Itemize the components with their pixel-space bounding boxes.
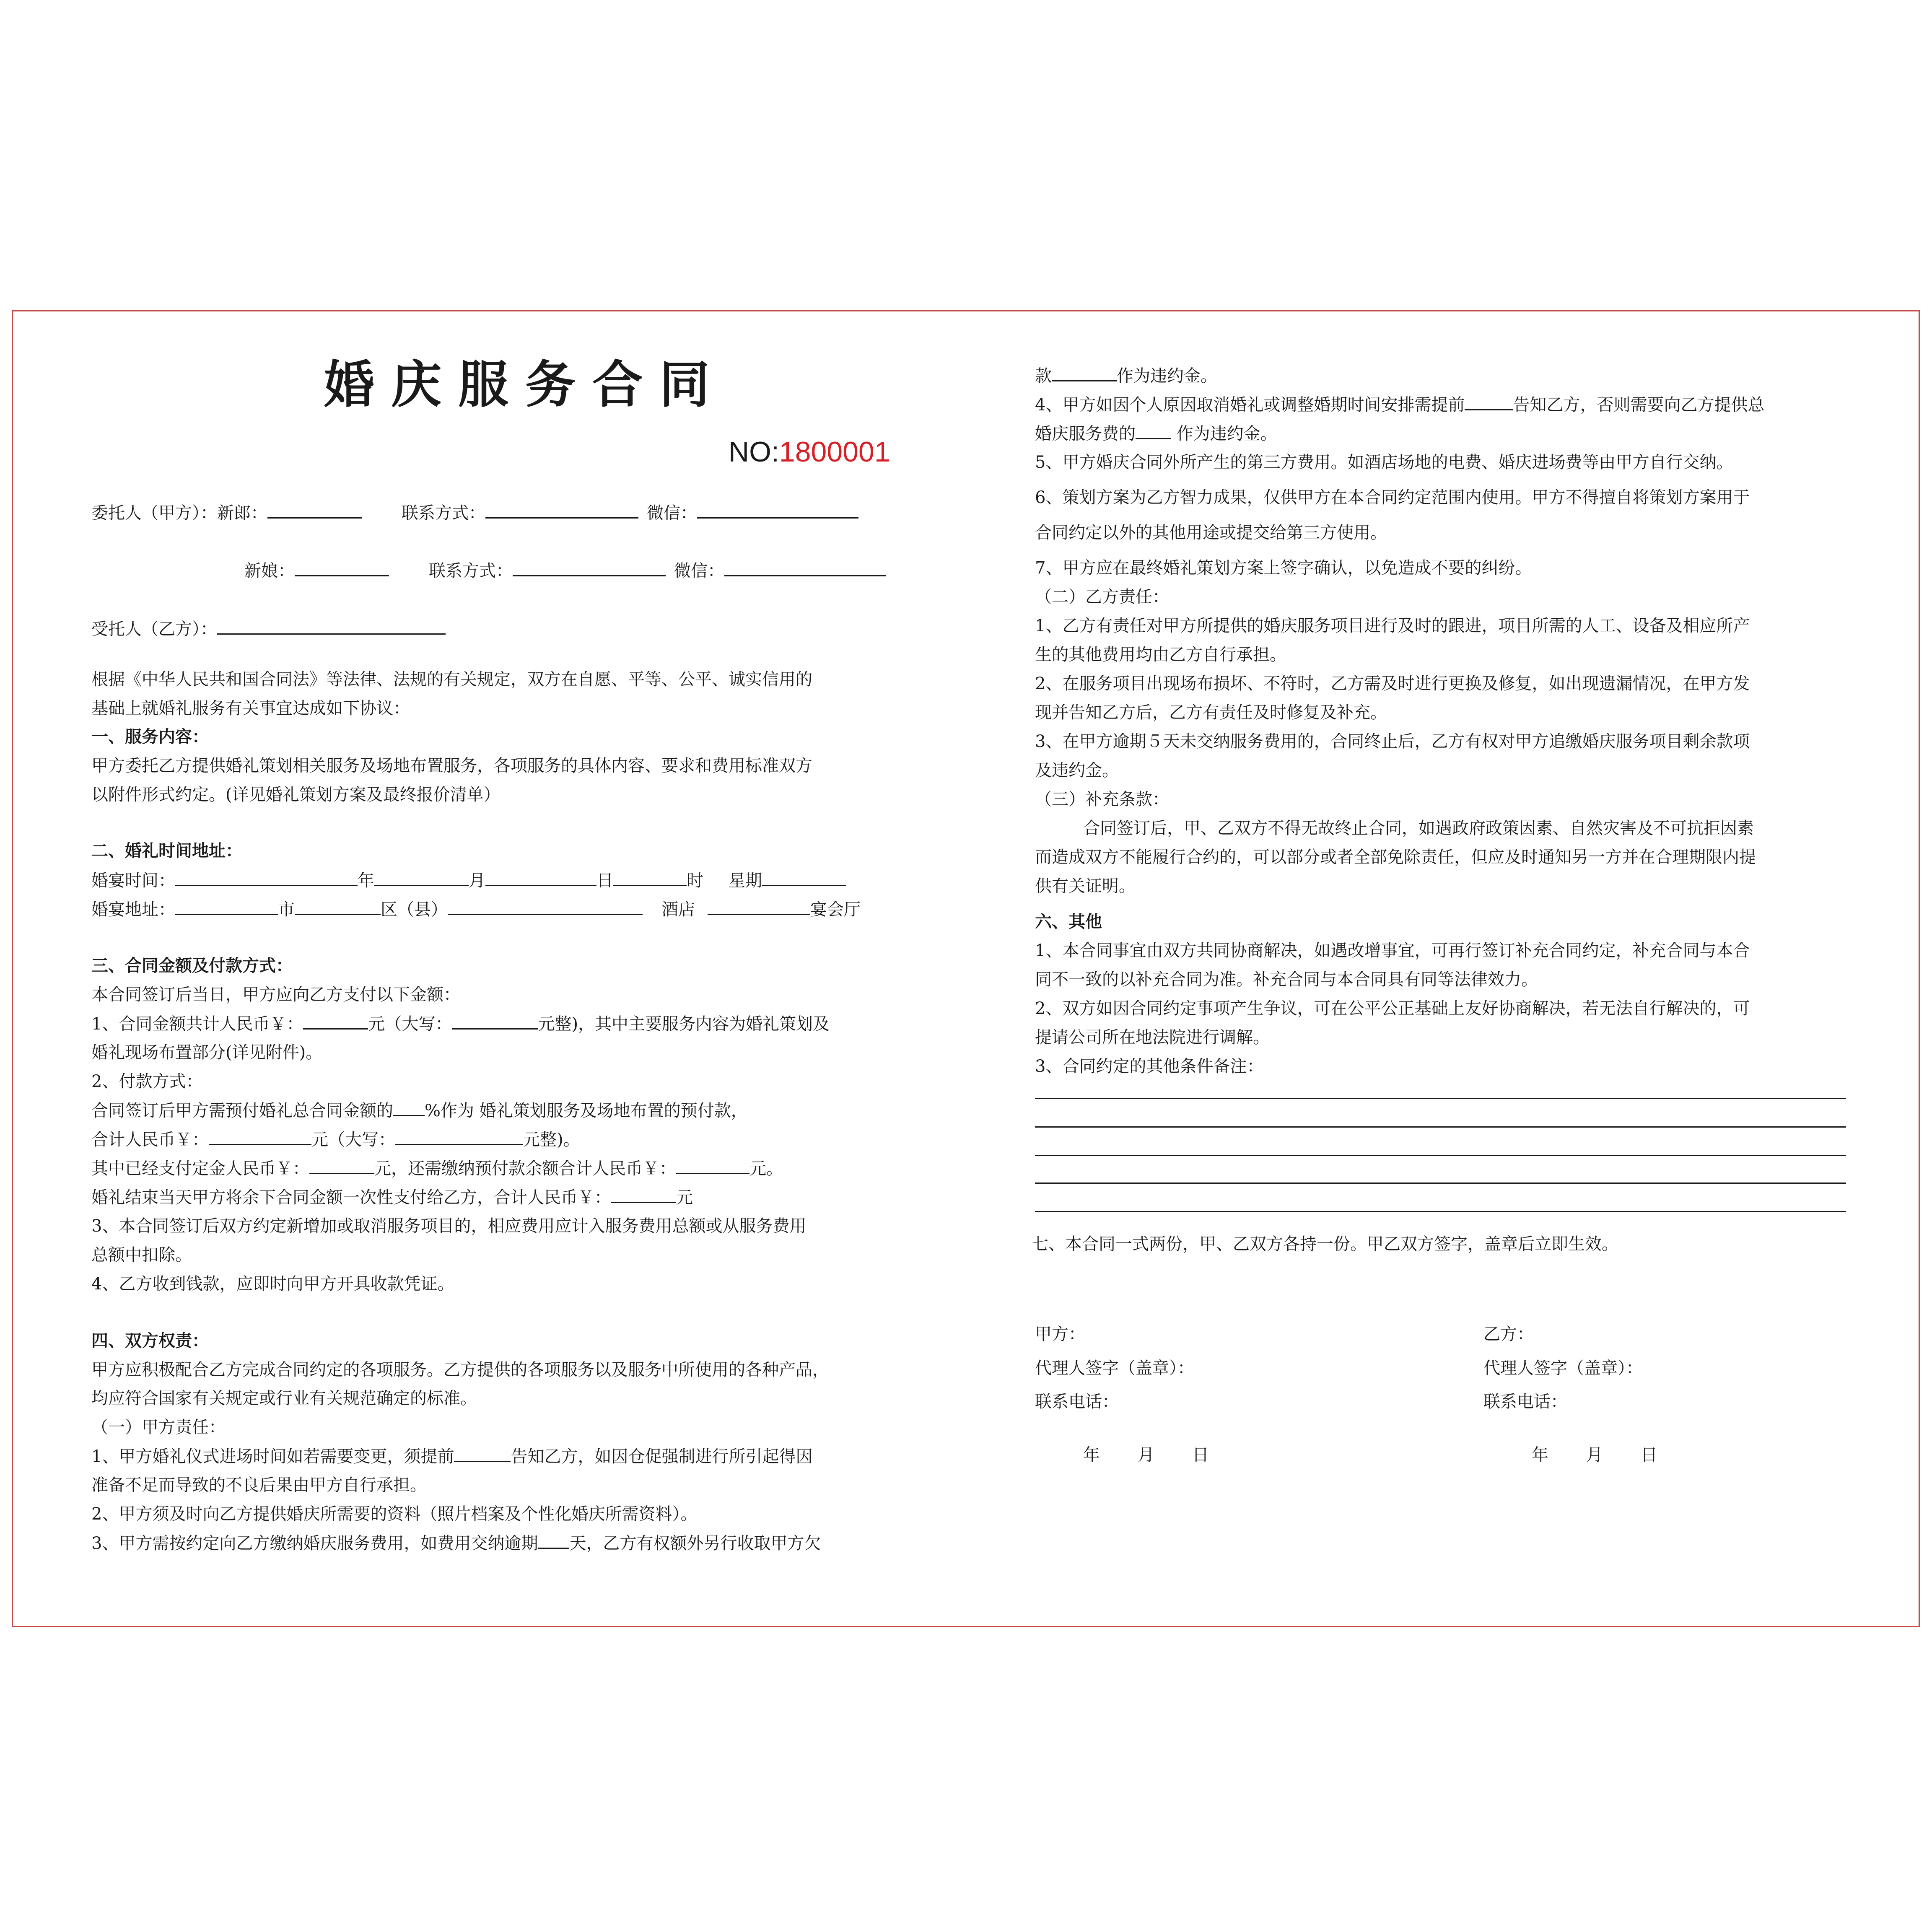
final-payment-label: 婚礼结束当天甲方将余下合同金额一次性支付给乙方，合计人民币￥： [91, 1188, 611, 1207]
section-7-text: 七、本合同一式两份，甲、乙双方各持一份。甲乙双方签字，盖章后立即生效。 [1032, 1234, 1618, 1254]
contract-number-label: NO: [729, 436, 779, 468]
right-line-6: 合同约定以外的其他用途或提交给第三方使用。 [1035, 523, 1387, 542]
cancel-fee-label: 婚庆服务费的 [1035, 424, 1136, 443]
section-4-line-b: 均应符合国家有关规定或行业有关规范确定的标准。 [91, 1389, 477, 1408]
document-title: 婚庆服务合同 [324, 355, 726, 414]
client-groom-label: 委托人（甲方）：新郎： [91, 503, 267, 523]
overdue-days-suffix: 天，乙方有权额外另行收取甲方欠 [569, 1534, 821, 1553]
prepay-words-suffix: 元整)。 [523, 1130, 580, 1149]
party-b-date [1532, 1444, 1657, 1465]
party-b-duties-title: （二）乙方责任： [1035, 587, 1169, 607]
prepay-words-field[interactable] [395, 1129, 523, 1145]
cancel-notice-suffix: 告知乙方，否则需要向乙方提供总 [1513, 395, 1765, 415]
bride-label: 新娘： [244, 561, 295, 581]
bride-contact-label: 联系方式： [429, 561, 513, 581]
party-a-day-label: 日 [1192, 1445, 1209, 1465]
right-line-18: 供有关证明。 [1035, 877, 1136, 896]
right-line-20: 同不一致的以补充合同为准。补充合同与本合同具有同等法律效力。 [1035, 970, 1538, 989]
notes-line-4[interactable] [1035, 1183, 1846, 1184]
city-label: 市 [278, 900, 295, 919]
change-notice-label: 1、甲方婚礼仪式进场时间如若需要变更，须提前 [91, 1447, 454, 1466]
hall-field[interactable] [708, 899, 810, 915]
balance-suffix: 元。 [749, 1159, 783, 1178]
year-field[interactable] [175, 870, 358, 886]
right-line-16: 合同签订后，甲、乙双方不得无故终止合同，如遇政府政策因素、自然灾害及不可抗拒因素 [1083, 819, 1754, 838]
section-3-line-a: 本合同签订后当日，甲方应向乙方支付以下金额： [91, 985, 460, 1004]
party-a-phone-label: 联系电话： [1035, 1392, 1119, 1411]
party-a-date [1083, 1444, 1209, 1465]
party-a-duties-title: （一）甲方责任： [91, 1418, 226, 1437]
section-2-title: 二、婚礼时间地址： [91, 841, 242, 861]
wedding-address-row [91, 899, 861, 920]
overdue-days-field[interactable] [538, 1533, 569, 1549]
section-4-line-f: 2、甲方须及时向乙方提供婚庆所需要的资料（照片档案及个性化婚庆所需资料）。 [91, 1504, 698, 1524]
notes-line-3[interactable] [1035, 1155, 1846, 1156]
prepay-percent-field[interactable] [393, 1100, 425, 1116]
right-line-2 [1035, 394, 1764, 415]
right-line-21: 2、双方如因合同约定事项产生争议，可在公平公正基础上友好协商解决，若无法自行解决的，可 [1035, 999, 1750, 1018]
prepay-percent-suffix: %作为 婚礼策划服务及场地布置的预付款， [425, 1101, 748, 1120]
final-payment-field[interactable] [611, 1187, 676, 1203]
penalty-prefix: 款 [1035, 366, 1052, 386]
wedding-time-row [91, 870, 846, 891]
party-b-month-label: 月 [1586, 1445, 1603, 1465]
bride-wechat-label: 微信： [674, 561, 724, 581]
year-label: 年 [358, 871, 374, 890]
right-line-1 [1035, 365, 1217, 386]
groom-wechat-label: 微信： [647, 503, 697, 523]
right-line-10: 生的其他费用均由乙方自行承担。 [1035, 645, 1286, 664]
section-3-title: 三、合同金额及付款方式： [91, 956, 293, 975]
cancel-notice-field[interactable] [1465, 394, 1513, 410]
contract-sheet [12, 310, 1920, 1627]
party-a-label: 甲方： [1035, 1325, 1085, 1344]
cancel-fee-field[interactable] [1136, 423, 1171, 439]
bride-wechat-field[interactable] [724, 560, 886, 576]
change-notice-field[interactable] [454, 1446, 511, 1462]
city-field[interactable] [175, 899, 278, 915]
deposit-label: 其中已经支付定金人民币￥： [91, 1159, 309, 1178]
right-line-5: 6、策划方案为乙方智力成果，仅供甲方在本合同约定范围内使用。甲方不得擅自将策划方案用于 [1035, 488, 1750, 507]
right-line-23: 3、合同约定的其他条件备注： [1035, 1057, 1264, 1076]
section-3-line-g [91, 1158, 783, 1179]
section-4-line-a: 甲方应积极配合乙方完成合同约定的各项服务。乙方提供的各项服务以及服务中所使用的各种产品， [91, 1360, 829, 1380]
section-3-line-i: 3、本合同签订后双方约定新增加或取消服务项目的，相应费用应计入服务费用总额或从服务费用 [91, 1216, 807, 1236]
party-b-phone-label: 联系电话： [1483, 1392, 1567, 1411]
section-4-line-e: 准备不足而导致的不良后果由甲方自行承担。 [91, 1476, 427, 1495]
groom-contact-field[interactable] [485, 502, 638, 519]
month-field[interactable] [374, 870, 469, 886]
party-b-day-label: 日 [1641, 1445, 1657, 1465]
hour-label: 时 [687, 871, 703, 890]
right-line-22: 提请公司所在地法院进行调解。 [1035, 1028, 1270, 1047]
wedding-time-label: 婚宴时间： [91, 871, 175, 890]
party-a-year-label: 年 [1083, 1445, 1100, 1465]
final-payment-suffix: 元 [676, 1188, 693, 1207]
right-line-4: 5、甲方婚庆合同外所产生的第三方费用。如酒店场地的电费、婚庆进场费等由甲方自行交纳。 [1035, 453, 1733, 472]
supplementary-title: （三）补充条款： [1035, 790, 1169, 809]
right-line-11: 2、在服务项目出现场布损坏、不符时，乙方需及时进行更换及修复，如出现遗漏情况，在甲方发 [1035, 674, 1750, 693]
section-1-line-2: 以附件形式约定。(详见婚礼策划方案及最终报价清单） [91, 785, 501, 804]
hall-label: 宴会厅 [810, 900, 861, 919]
change-notice-suffix: 告知乙方，如因仓促强制进行所引起得因 [511, 1447, 813, 1466]
section-3-line-d: 2、付款方式： [91, 1072, 203, 1091]
groom-contact-label: 联系方式： [402, 503, 485, 523]
bride-name-field[interactable] [295, 560, 389, 576]
overdue-days-label: 3、甲方需按约定向乙方缴纳婚庆服务费用，如费用交纳逾期 [91, 1534, 538, 1553]
amount-suffix: 元整)，其中主要服务内容为婚礼策划及 [538, 1014, 830, 1034]
groom-wechat-field[interactable] [697, 502, 858, 519]
notes-line-5[interactable] [1035, 1211, 1846, 1212]
section-1-line-1: 甲方委托乙方提供婚礼策划相关服务及场地布置服务，各项服务的具体内容、要求和费用标准双方 [91, 756, 812, 775]
district-label: 区（县） [381, 900, 448, 919]
hotel-field[interactable] [448, 899, 643, 915]
hotel-label: 酒店 [661, 900, 695, 919]
bride-row [244, 560, 886, 581]
groom-name-field[interactable] [267, 502, 362, 519]
right-line-7: 7、甲方应在最终婚礼策划方案上签字确认，以免造成不要的纠纷。 [1035, 558, 1532, 578]
section-3-line-f [91, 1129, 580, 1150]
prepay-total-field[interactable] [209, 1129, 311, 1145]
agent-name-field[interactable] [217, 618, 446, 635]
intro-line-2: 基础上就婚礼服务有关事宜达成如下协议： [91, 699, 410, 718]
section-4-line-g [91, 1533, 821, 1554]
right-line-14: 及违约金。 [1035, 761, 1119, 780]
section-3-line-k: 4、乙方收到钱款，应即时向甲方开具收款凭证。 [91, 1274, 454, 1294]
day-field[interactable] [485, 870, 596, 886]
penalty-suffix: 作为违约金。 [1117, 366, 1217, 386]
contract-number [729, 435, 890, 469]
groom-row [91, 502, 858, 524]
right-line-17: 而造成双方不能履行合约的，可以部分或者全部免除责任，但应及时通知另一方并在合理期限内提 [1035, 848, 1756, 867]
right-line-13: 3、在甲方逾期５天未交纳服务费用的，合同终止后，乙方有权对甲方追缴婚庆服务项目剩余款项 [1035, 732, 1750, 751]
penalty-field[interactable] [1052, 365, 1117, 381]
month-label: 月 [469, 871, 485, 890]
party-b-label: 乙方： [1483, 1325, 1534, 1344]
right-line-12: 现并告知乙方后，乙方有责任及时修复及补充。 [1035, 703, 1387, 722]
amount-words-field[interactable] [452, 1013, 538, 1030]
party-a-month-label: 月 [1138, 1445, 1154, 1465]
right-line-19: 1、本合同事宜由双方共同协商解决，如遇改增事宜，可再行签订补充合同约定，补充合同与本合 [1035, 941, 1750, 960]
prepay-total-label: 合计人民币￥： [91, 1130, 209, 1149]
weekday-field[interactable] [762, 870, 846, 886]
notes-line-2[interactable] [1035, 1126, 1846, 1128]
balance-field[interactable] [676, 1158, 749, 1174]
section-3-line-b [91, 1013, 830, 1035]
day-label: 日 [596, 871, 613, 890]
right-line-9: 1、乙方有责任对甲方所提供的婚庆服务项目进行及时的跟进，项目所需的人工、设备及相应所产 [1035, 616, 1750, 635]
district-field[interactable] [295, 899, 381, 915]
prepay-percent-label: 合同签订后甲方需预付婚礼总合同金额的 [91, 1101, 393, 1120]
section-1-title: 一、服务内容： [91, 727, 209, 747]
section-3-line-e [91, 1100, 748, 1121]
section-4-line-d [91, 1446, 812, 1467]
section-3-line-h [91, 1187, 693, 1208]
contract-number-value: 1800001 [779, 436, 890, 468]
agent-label: 受托人（乙方）： [91, 620, 217, 639]
party-a-sign-label: 代理人签字（盖章）： [1035, 1359, 1194, 1378]
bride-contact-field[interactable] [513, 560, 666, 576]
section-3-line-j: 总额中扣除。 [91, 1245, 192, 1265]
right-line-3 [1035, 423, 1277, 444]
section-4-title: 四、双方权责： [91, 1331, 209, 1351]
wedding-address-label: 婚宴地址： [91, 900, 175, 919]
deposit-field[interactable] [309, 1158, 374, 1174]
section-3-line-c: 婚礼现场布置部分(详见附件)。 [91, 1043, 323, 1062]
amount-words-label: 元（大写： [368, 1014, 452, 1034]
party-b-year-label: 年 [1532, 1445, 1548, 1465]
amount-label: 1、合同金额共计人民币￥： [91, 1014, 303, 1034]
hour-field[interactable] [613, 870, 687, 886]
weekday-label: 星期 [729, 871, 762, 890]
amount-field[interactable] [303, 1013, 368, 1030]
prepay-words-label: 元（大写： [311, 1130, 395, 1149]
cancel-fee-suffix: 作为违约金。 [1171, 424, 1277, 443]
balance-label: 元，还需缴纳预付款余额合计人民币￥： [374, 1159, 676, 1178]
notes-line-1[interactable] [1035, 1098, 1846, 1099]
party-b-sign-label: 代理人签字（盖章）： [1483, 1359, 1643, 1378]
cancel-notice-label: 4、甲方如因个人原因取消婚礼或调整婚期时间安排需提前 [1035, 395, 1465, 415]
intro-line-1: 根据《中华人民共和国合同法》等法律、法规的有关规定，双方在自愿、平等、公平、诚实信用的 [91, 670, 812, 689]
section-6-title: 六、其他 [1035, 912, 1102, 931]
agent-row [91, 618, 446, 640]
